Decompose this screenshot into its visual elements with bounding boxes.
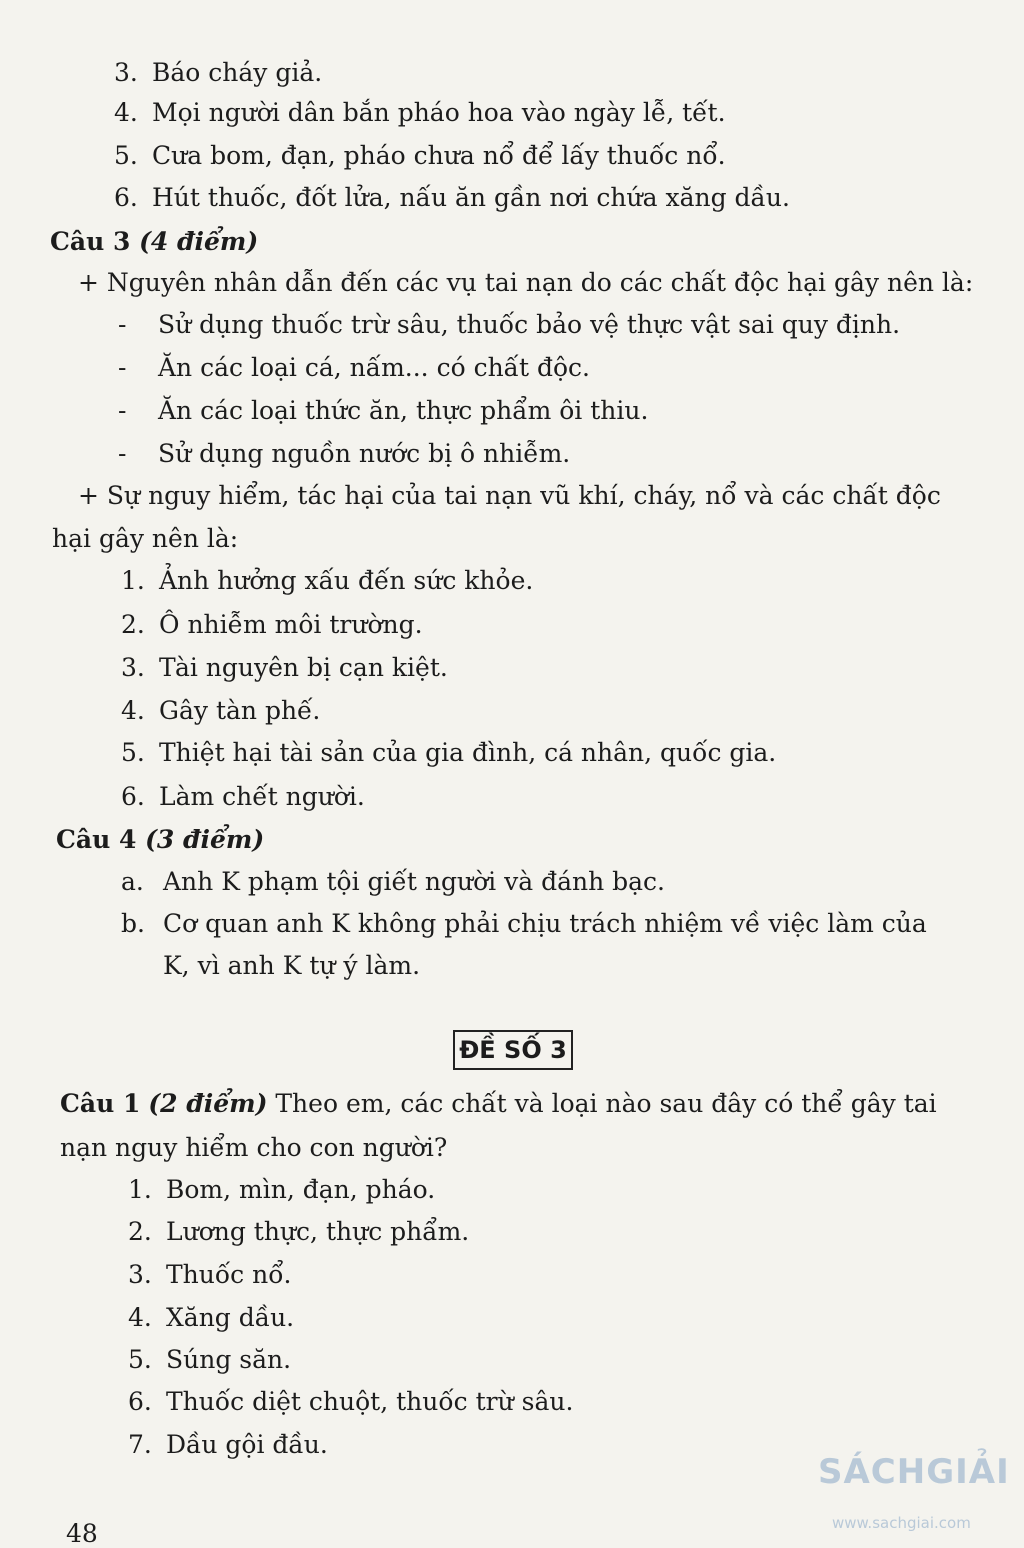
- cau4-answer-b-cont: K, vì anh K tự ý làm.: [163, 951, 421, 980]
- list-item: 5. Cưa bom, đạn, pháo chưa nổ để lấy thuốc nổ.: [114, 141, 726, 170]
- page-number: 48: [66, 1519, 98, 1548]
- list-item: 5. Súng săn.: [128, 1345, 292, 1374]
- list-item: 1. Ảnh hưởng xấu đến sức khỏe.: [121, 566, 534, 595]
- cau3-heading: Câu 3 (4 điểm): [50, 227, 259, 256]
- list-item: 6. Thuốc diệt chuột, thuốc trừ sâu.: [128, 1387, 574, 1416]
- exam-title-box: ĐỀ SỐ 3: [453, 1030, 573, 1070]
- de3-cau1-question: Câu 1 (2 điểm) Theo em, các chất và loại nào sau đây có thể gây tai: [60, 1089, 937, 1118]
- list-item: 6. Làm chết người.: [121, 782, 365, 811]
- list-item: 5. Thiệt hại tài sản của gia đình, cá nhân, quốc gia.: [121, 738, 777, 767]
- cau3-intro-harms: + Sự nguy hiểm, tác hại của tai nạn vũ khí, cháy, nổ và các chất độc: [78, 481, 941, 510]
- watermark-logo: [818, 1440, 1018, 1540]
- list-item: 3. Tài nguyên bị cạn kiệt.: [121, 653, 448, 682]
- cau3-intro-harms-cont: hại gây nên là:: [52, 524, 239, 553]
- watermark-url: www.sachgiai.com: [832, 1514, 971, 1532]
- list-item: 7. Dầu gội đầu.: [128, 1430, 328, 1459]
- cau4-answer-a: a. Anh K phạm tội giết người và đánh bạc.: [121, 867, 665, 896]
- list-item: 2. Lương thực, thực phẩm.: [128, 1217, 470, 1246]
- list-item: 6. Hút thuốc, đốt lửa, nấu ăn gần nơi chứa xăng dầu.: [114, 183, 790, 212]
- list-item: - Ăn các loại thức ăn, thực phẩm ôi thiu.: [118, 396, 649, 425]
- list-item: 1. Bom, mìn, đạn, pháo.: [128, 1175, 436, 1204]
- de3-cau1-question-cont: nạn nguy hiểm cho con người?: [60, 1133, 448, 1162]
- list-item: - Ăn các loại cá, nấm... có chất độc.: [118, 353, 590, 382]
- list-item: - Sử dụng nguồn nước bị ô nhiễm.: [118, 439, 571, 468]
- list-item: 2. Ô nhiễm môi trường.: [121, 610, 423, 639]
- cau4-heading: Câu 4 (3 điểm): [56, 825, 265, 854]
- watermark-brand: SÁCHGIẢI: [818, 1452, 1010, 1492]
- list-item: 3. Báo cháy giả.: [114, 58, 323, 87]
- list-item: 4. Mọi người dân bắn pháo hoa vào ngày lễ, tết.: [114, 98, 726, 127]
- cau4-answer-b: b. Cơ quan anh K không phải chịu trách nhiệm về việc làm của: [121, 909, 927, 938]
- list-item: 4. Xăng dầu.: [128, 1303, 295, 1332]
- list-item: 4. Gây tàn phế.: [121, 696, 321, 725]
- list-item: - Sử dụng thuốc trừ sâu, thuốc bảo vệ thực vật sai quy định.: [118, 310, 901, 339]
- list-item: 3. Thuốc nổ.: [128, 1260, 292, 1289]
- cau3-intro-causes: + Nguyên nhân dẫn đến các vụ tai nạn do các chất độc hại gây nên là:: [78, 268, 974, 297]
